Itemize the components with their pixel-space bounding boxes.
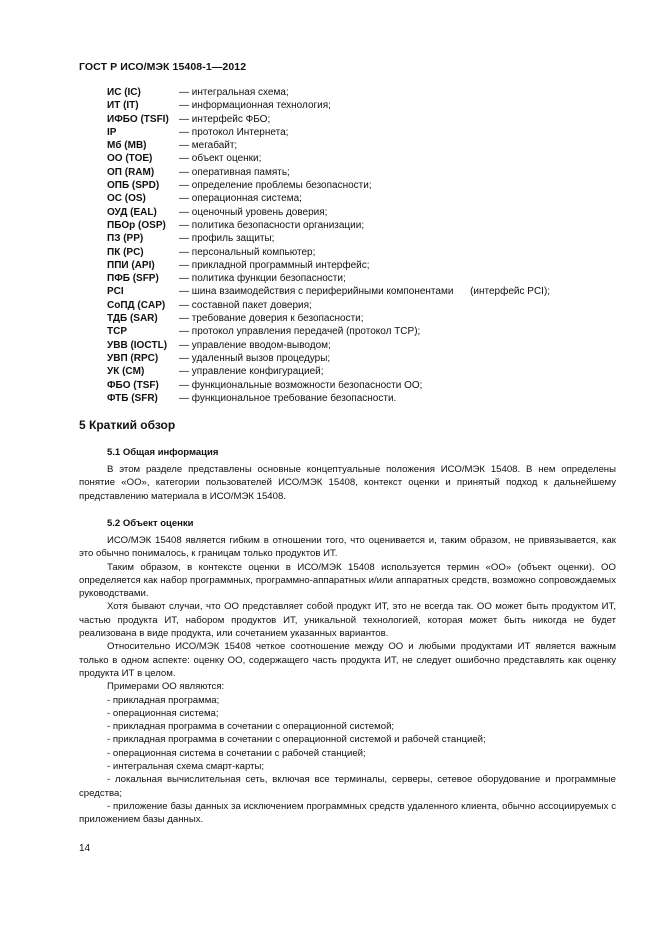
abbreviation-definition: — интерфейс ФБО; [179, 113, 271, 125]
section-title: 5 Краткий обзор [79, 418, 176, 432]
abbreviation-row [107, 259, 607, 272]
abbreviation-term: ОУД (EAL) [107, 206, 157, 218]
abbreviation-term: PCI [107, 286, 124, 298]
abbreviation-definition: — интегральная схема; [179, 87, 289, 98]
example-list-item: - прикладная программа в сочетании с операционной системой и рабочей станцией; [107, 734, 486, 746]
abbreviation-row [107, 285, 607, 298]
abbreviation-definition: — объект оценки; [179, 153, 262, 165]
abbreviation-term: УК (CM) [107, 366, 145, 378]
page-number: 14 [79, 843, 91, 854]
abbreviation-definition: — политика безопасности организации; [179, 219, 365, 231]
abbreviation-definition: — составной пакет доверия; [179, 299, 312, 311]
abbreviation-term: ИФБО (TSFI) [107, 113, 169, 125]
abbreviation-term: УВВ (IOCTL) [107, 339, 168, 351]
abbreviation-row [107, 126, 607, 139]
abbreviation-row [107, 206, 607, 219]
abbreviation-row [107, 392, 607, 405]
subsection-title-toe: 5.2 Объект оценки [107, 518, 194, 529]
abbreviation-row [107, 352, 607, 365]
abbreviation-list [107, 86, 607, 405]
abbreviation-row [107, 179, 607, 192]
abbreviation-term: СоПД (CAP) [107, 299, 166, 311]
abbreviation-row [107, 246, 607, 259]
paragraph: В этом разделе представлены основные концептуальные положения ИСО/МЭК 15408. В нем определены понятие «ОО», категории пользователей ИСО/МЭК 15408, контекст оценки и принятый подход к дальнейшему представлению материала в ИСО/МЭК 15408. [79, 464, 616, 502]
abbreviation-row [107, 166, 607, 179]
abbreviation-row [107, 139, 607, 152]
abbreviation-term: ИТ (IT) [107, 100, 139, 112]
abbreviation-term: ФБО (TSF) [107, 379, 159, 391]
abbreviation-definition: — определение проблемы безопасности; [179, 180, 372, 192]
abbreviation-row [107, 379, 607, 392]
example-list-item: - операционная система; [107, 707, 219, 719]
abbreviation-row [107, 192, 607, 205]
abbreviation-row [107, 113, 607, 126]
abbreviation-definition: — операционная система; [179, 193, 302, 205]
abbreviation-term: ФТБ (SFR) [107, 392, 158, 404]
abbreviation-row [107, 299, 607, 312]
abbreviation-row [107, 272, 607, 285]
abbreviation-row [107, 339, 607, 352]
abbreviation-definition: — управление вводом-выводом; [179, 339, 331, 351]
abbreviation-definition: — шина взаимодействия с периферийными компонентами (интерфейс PCI); [179, 286, 551, 298]
example-list-item: - интегральная схема смарт-карты; [107, 761, 265, 773]
abbreviation-term: ПБОр (OSP) [107, 219, 166, 231]
paragraph: Таким образом, в контексте оценки в ИСО/МЭК 15408 используется термин «ОО» (объект оценки). ОО определяется как набор программных, программно-аппаратных и/или аппаратных средств, возможно сопровождаемых руководствами. [79, 561, 616, 600]
paragraph: ИСО/МЭК 15408 является гибким в отношении того, что оценивается и, таким образом, не привязывается, как это обычно понималось, к границам только продуктов ИТ. [79, 535, 616, 560]
abbreviation-definition: — протокол управления передачей (протокол TCP); [179, 326, 421, 338]
abbreviation-definition: — политика функции безопасности; [179, 273, 346, 285]
abbreviation-definition: — информационная технология; [179, 100, 331, 112]
abbreviation-row [107, 312, 607, 325]
example-list-item: - прикладная программа в сочетании с операционной системой; [107, 721, 395, 733]
document-header: ГОСТ Р ИСО/МЭК 15408-1—2012 [79, 61, 247, 73]
abbreviation-definition: — управление конфигурацией; [179, 366, 324, 378]
abbreviation-term: ИС (IC) [107, 87, 141, 98]
abbreviation-term: TCP [107, 326, 127, 338]
example-list-item: - прикладная программа; [107, 694, 220, 706]
subsection-title-general: 5.1 Общая информация [107, 447, 219, 458]
abbreviation-term: ОС (OS) [107, 193, 146, 205]
abbreviation-row [107, 325, 607, 338]
abbreviation-term: ОО (TOE) [107, 153, 153, 165]
abbreviation-term: ПЗ (PP) [107, 233, 144, 245]
abbreviation-definition: — персональный компьютер; [179, 246, 316, 258]
toe-text [79, 534, 616, 827]
abbreviation-row [107, 152, 607, 165]
abbreviation-row [107, 232, 607, 245]
abbreviation-definition: — профиль защиты; [179, 233, 275, 245]
abbreviation-row [107, 86, 607, 99]
abbreviation-term: УВП (RPC) [107, 352, 159, 364]
abbreviation-term: IP [107, 126, 117, 138]
abbreviation-definition: — оперативная память; [179, 166, 290, 178]
abbreviation-definition: — требование доверия к безопасности; [179, 313, 364, 325]
abbreviation-definition: — оценочный уровень доверия; [179, 206, 328, 218]
abbreviation-term: ТДБ (SAR) [107, 313, 158, 325]
abbreviation-definition: — удаленный вызов процедуры; [179, 352, 331, 364]
paragraph: Относительно ИСО/МЭК 15408 четкое соотношение между ОО и любыми продуктами ИТ является важным только в одном аспекте: оценку ОО, содержащего часть продукта ИТ, не следует ошибочно представлять как оценку продукта ИТ в целом. [79, 641, 616, 679]
paragraph: Примерами ОО являются: [107, 681, 225, 693]
abbreviation-row [107, 365, 607, 378]
abbreviation-definition: — протокол Интернета; [179, 126, 289, 138]
abbreviation-term: ПФБ (SFP) [107, 273, 159, 285]
abbreviation-term: ППИ (API) [107, 259, 155, 271]
example-list-item: - приложение базы данных за исключением программных средств удаленного клиента, обычно ассоциируемых с приложением базы данных. [79, 800, 616, 826]
abbreviation-definition: — функциональные возможности безопасности ОО; [179, 379, 423, 391]
abbreviation-row [107, 219, 607, 232]
abbreviation-term: Мб (MB) [107, 140, 147, 152]
example-list-item: - локальная вычислительная сеть, включая все терминалы, серверы, сетевое оборудование и программные средства; [79, 774, 616, 799]
abbreviation-term: ПК (PC) [107, 246, 144, 258]
paragraph: Хотя бывают случаи, что ОО представляет собой продукт ИТ, это не всегда так. ОО может быть продуктом ИТ, частью продукта ИТ, набором продуктов ИТ, уникальной технологией, которая может быть никогда не будет реализована в виде продукта, или сочетанием указанных вариантов. [79, 601, 616, 640]
example-list-item: - операционная система в сочетании с рабочей станцией; [107, 747, 366, 759]
abbreviation-term: ОП (RAM) [107, 166, 155, 178]
abbreviation-definition: — функциональное требование безопасности. [179, 392, 397, 404]
abbreviation-term: ОПБ (SPD) [107, 180, 160, 192]
abbreviation-definition: — мегабайт; [179, 140, 238, 152]
abbreviation-row [107, 99, 607, 112]
abbreviation-definition: — прикладной программный интерфейс; [179, 259, 370, 271]
general-info-text [79, 463, 616, 503]
